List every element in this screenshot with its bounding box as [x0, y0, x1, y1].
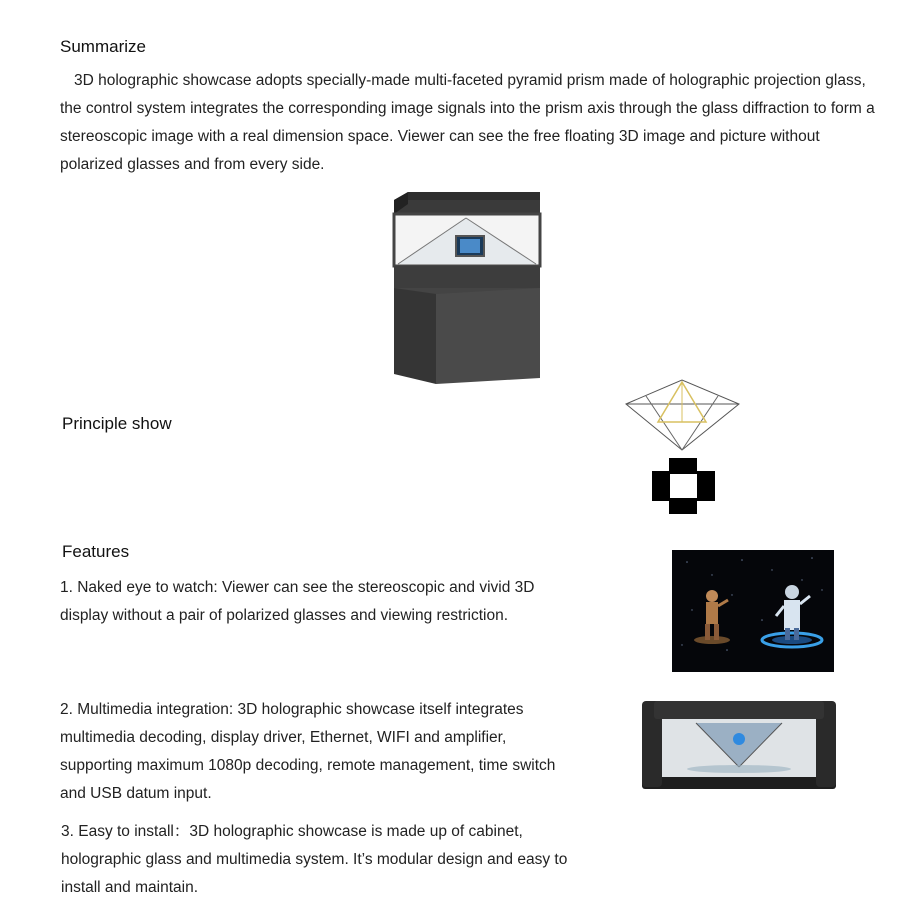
- summarize-paragraph: 3D holographic showcase adopts specially-made multi-faceted pyramid prism made of holographic projection glass, the control system integrates the corresponding image signals into the prism axis through the glass diffraction to form a stereoscopic image with a real dimension space. Viewer can see the free floating 3D image and picture without polarized glasses and from every side.: [60, 72, 875, 173]
- principle-heading: Principle show: [62, 414, 172, 433]
- holographic-box-image: [640, 697, 838, 793]
- summarize-heading: Summarize: [60, 37, 146, 56]
- feature-item-2: 2. Multimedia integration: 3D holographic showcase itself integrates multimedia decoding, display driver, Ethernet, WIFI and amplifier, supporting maximum 1080p decoding, remote management, time switch and USB datum input.: [60, 701, 556, 802]
- holographic-showcase-image: [390, 190, 544, 385]
- feature-item-1: 1. Naked eye to watch: Viewer can see the stereoscopic and vivid 3D display without a pair of polarized glasses and viewing restriction.: [60, 579, 535, 624]
- feature-item-3: 3. Easy to install：3D holographic showcase is made up of cabinet, holographic glass and multimedia system. It’s modular design and easy to install and maintain.: [61, 823, 568, 896]
- principle-diagram: [622, 378, 744, 518]
- features-heading: Features: [62, 542, 130, 561]
- holographic-figures-image: [672, 550, 834, 672]
